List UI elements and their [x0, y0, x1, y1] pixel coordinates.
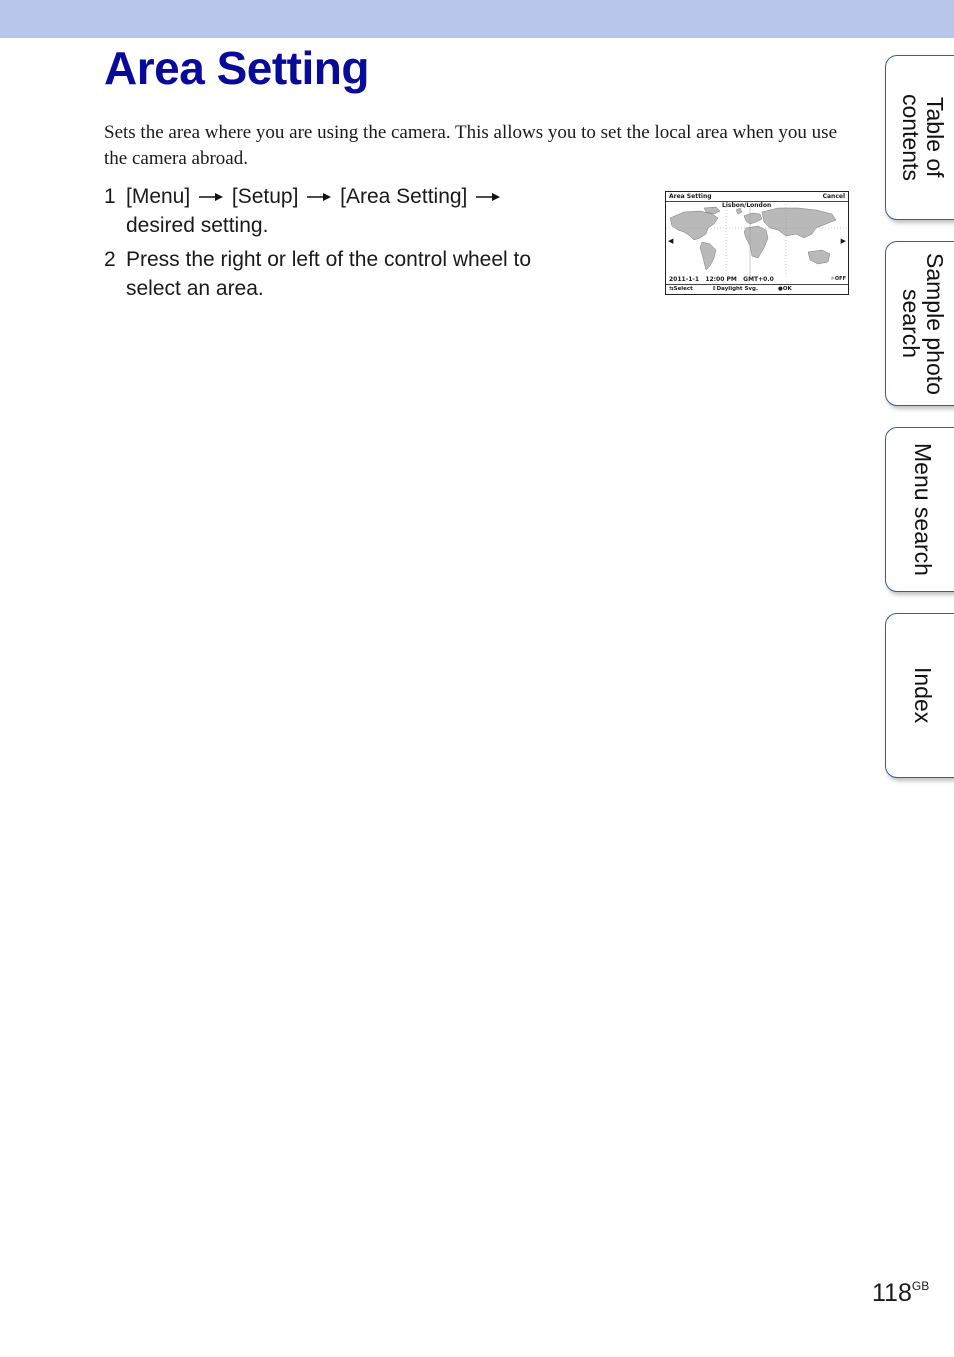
screen-gmt: GMT+0.0 — [743, 276, 774, 283]
setup-item-text: [Setup] — [231, 185, 299, 208]
arrow-right-icon — [198, 191, 224, 203]
tab-label: Index — [910, 667, 936, 724]
tab-label: Menu search — [910, 443, 936, 576]
triangle-left-icon: ◀ — [668, 237, 674, 245]
screen-title: Area Setting — [669, 193, 712, 200]
selected-city-label: Lisbon/London — [722, 202, 772, 209]
sun-icon: ☼ — [830, 276, 835, 282]
triangle-right-icon: ▶ — [840, 237, 846, 245]
arrow-right-icon — [306, 191, 332, 203]
footer-daylight: ⇕Daylight Svg. — [712, 286, 759, 292]
steps-list — [104, 182, 574, 308]
intro-paragraph: Sets the area where you are using the camera. This allows you to set the local area when you use the camera abroad. — [104, 122, 838, 169]
step-number: 2 — [104, 248, 116, 271]
camera-screen-illustration — [665, 191, 849, 295]
step-1-line2: desired setting. — [126, 214, 269, 237]
menu-item-text: [Menu] — [126, 185, 191, 208]
tab-label: search — [898, 288, 924, 359]
world-map-icon — [666, 204, 848, 276]
daylight-indicator — [830, 276, 846, 282]
page-title: Area Setting — [104, 42, 369, 94]
screen-date: 2011-1-1 — [669, 276, 700, 283]
page-suffix: GB — [911, 1279, 930, 1293]
center-button-icon: ● — [778, 286, 783, 292]
tab-label: contents — [898, 94, 924, 181]
tab-menu-search[interactable] — [885, 427, 954, 592]
footer-select: ⇆Select — [669, 286, 693, 292]
tab-label: Sample photo — [922, 252, 948, 395]
daylight-status: OFF — [834, 276, 846, 282]
screen-cancel-label: Cancel — [822, 193, 845, 200]
header-band — [0, 0, 954, 38]
tab-label: Table of — [922, 97, 948, 178]
tab-table-of-contents[interactable] — [885, 55, 954, 220]
step-1 — [104, 182, 574, 240]
step-2-line2: select an area. — [126, 277, 264, 300]
area-setting-item-text: [Area Setting] — [340, 185, 468, 208]
step-2 — [104, 245, 574, 303]
footer-ok: ●OK — [778, 286, 792, 292]
step-number: 1 — [104, 185, 116, 208]
page-number: $118^{GB}$ — [872, 1279, 930, 1307]
left-right-icon: ⇆ — [669, 286, 674, 292]
arrow-right-icon — [475, 191, 501, 203]
screen-header — [666, 192, 848, 202]
tab-sample-photo-search[interactable] — [885, 241, 954, 406]
step-2-line1: Press the right or left of the control wheel to — [126, 248, 532, 271]
tab-index[interactable] — [885, 613, 954, 778]
screen-datetime — [669, 276, 774, 283]
screen-time: 12:00 PM — [705, 276, 737, 283]
screen-footer — [666, 284, 848, 295]
up-down-icon: ⇕ — [712, 286, 717, 292]
